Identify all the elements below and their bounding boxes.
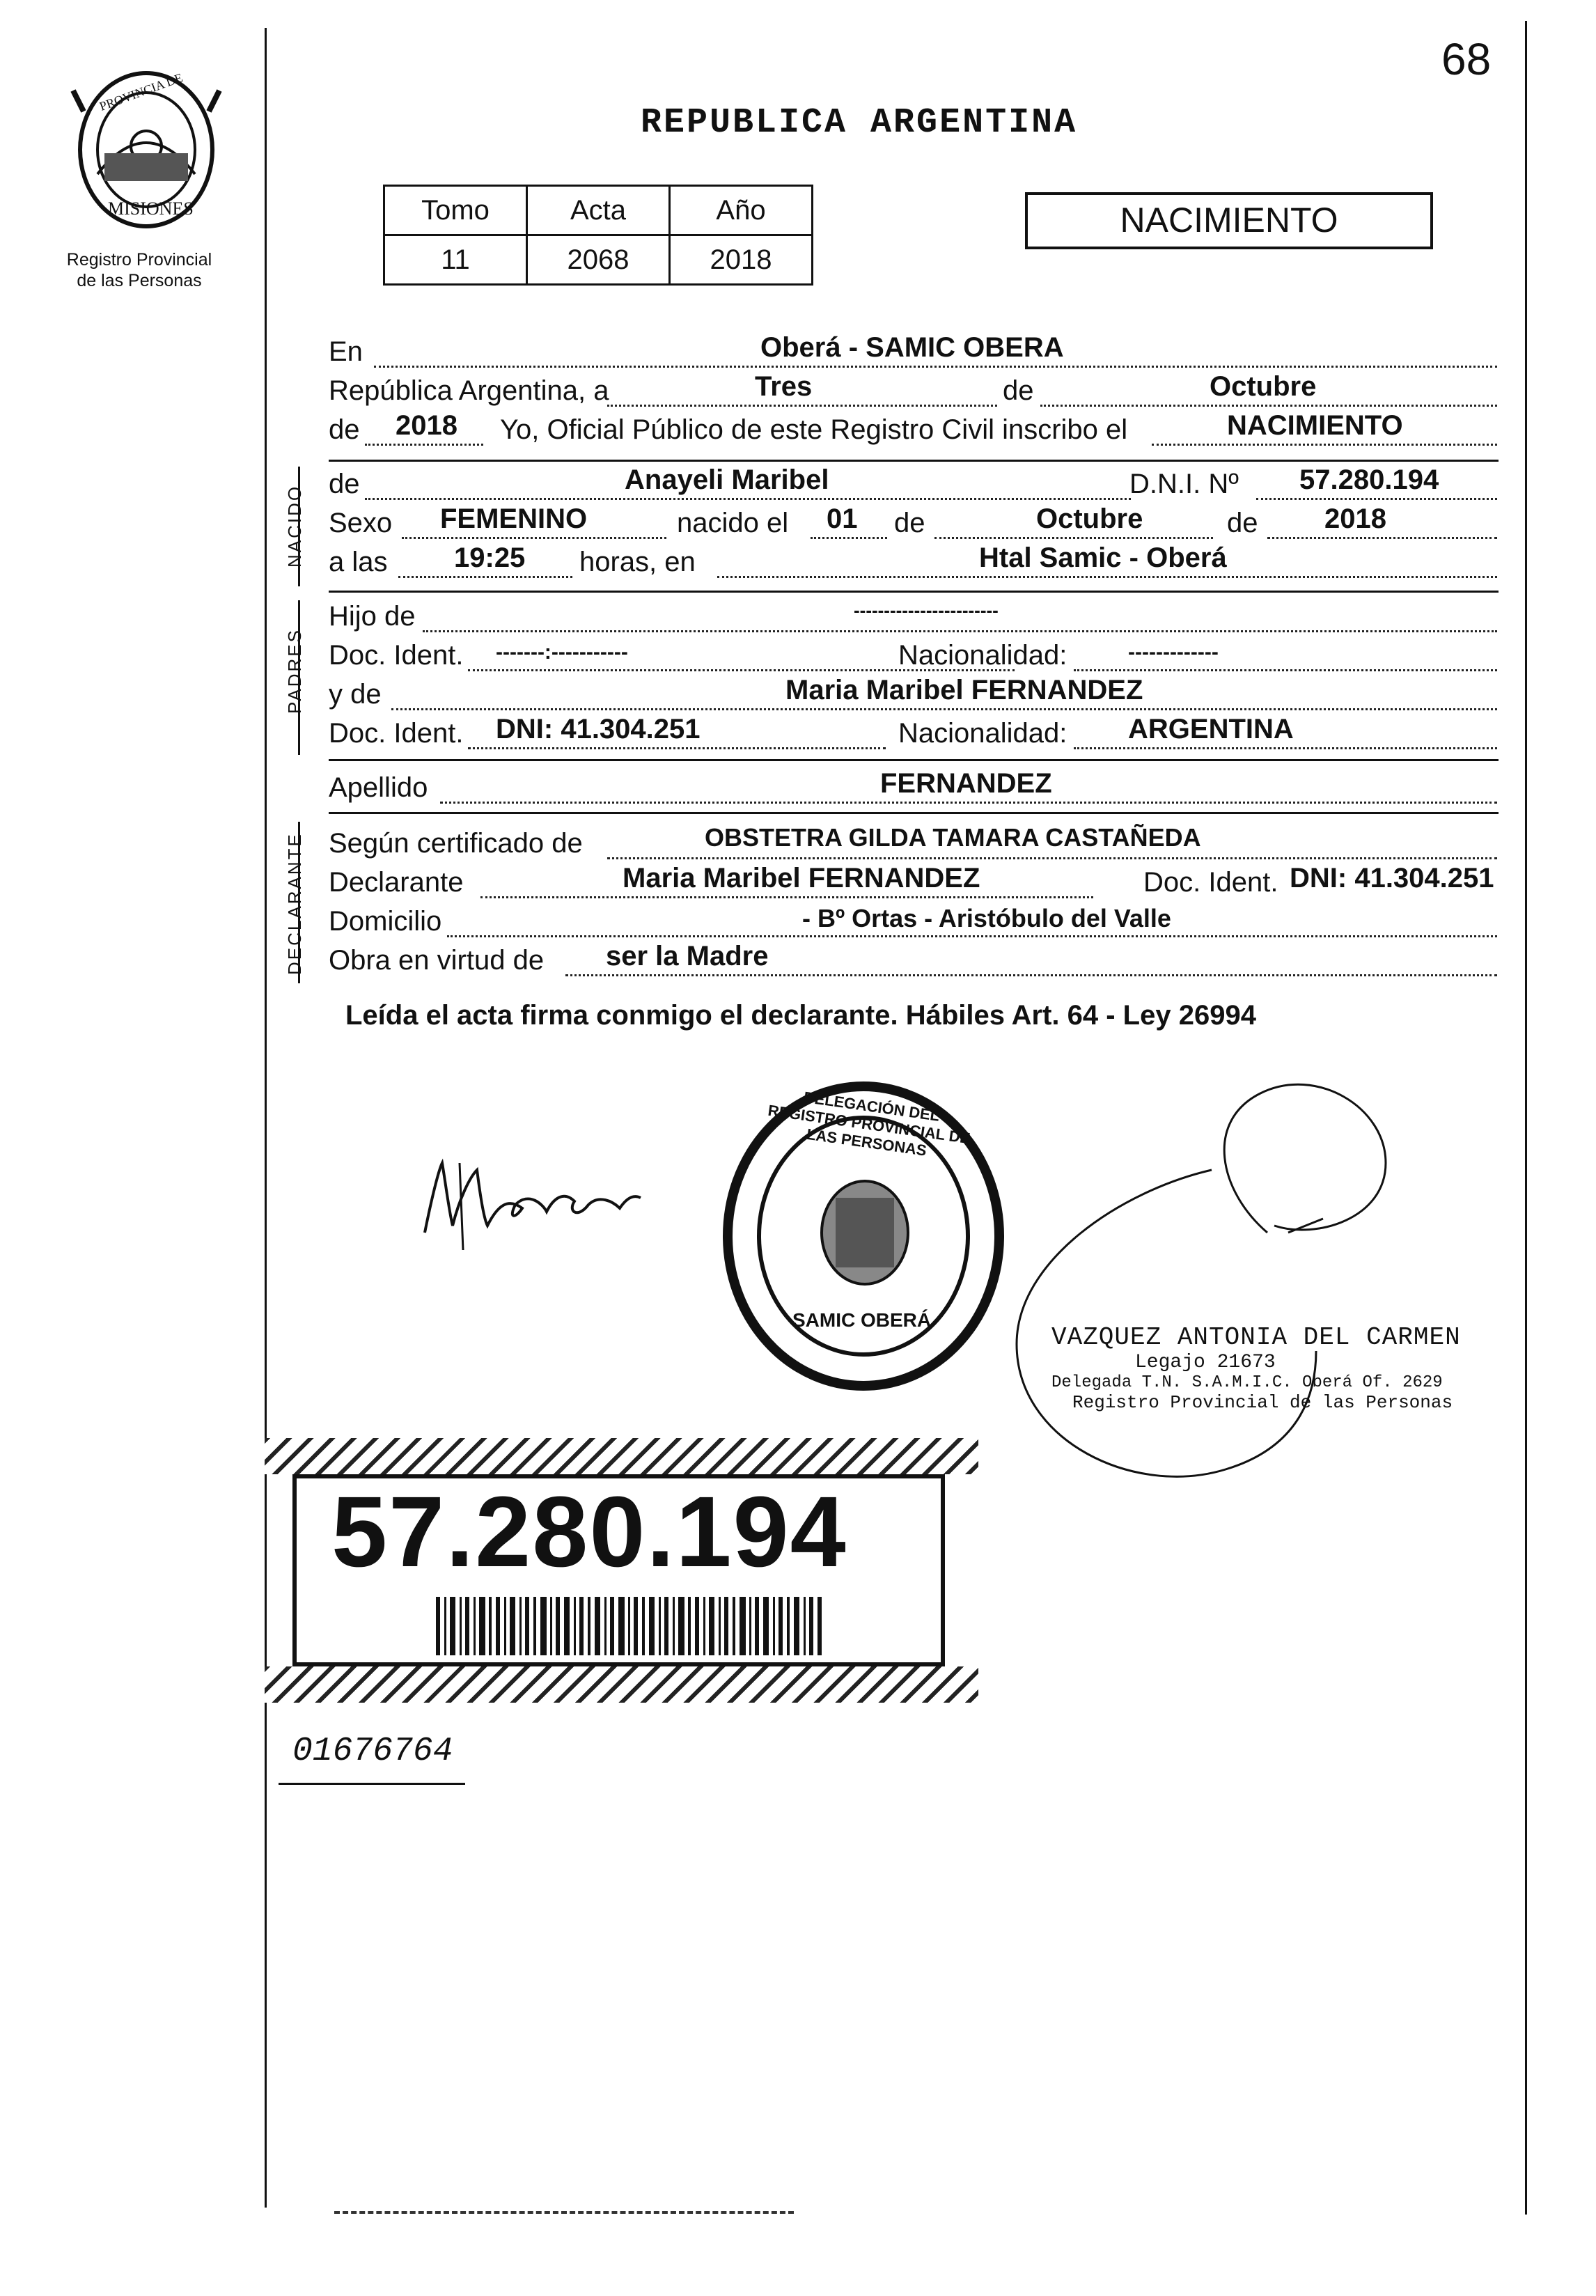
value-lugar: Oberá - SAMIC OBERA — [760, 332, 1064, 363]
ref-value-anio: 2018 — [670, 235, 813, 285]
label-a-las: a las — [329, 547, 388, 577]
barcode-icon — [436, 1597, 826, 1655]
separator-2 — [329, 591, 1499, 593]
value-domicilio: - Bº Ortas - Aristóbulo del Valle — [802, 904, 1171, 932]
round-official-stamp — [710, 1072, 1017, 1400]
header-title: REPUBLICA ARGENTINA — [641, 103, 1078, 143]
seal-text-bottom: MISIONES — [108, 198, 194, 219]
row-obra — [329, 941, 1497, 979]
label-y-de: y de — [329, 679, 382, 710]
separator-4 — [329, 812, 1499, 814]
row-nacido-sexo — [329, 503, 1497, 542]
officer-registro: Registro Provincial de las Personas — [1072, 1392, 1453, 1413]
closing-text: Leída el acta firma conmigo el declarante. Hábiles Art. 64 - Ley 26994 — [345, 1000, 1256, 1031]
value-mes: Octubre — [1210, 371, 1317, 402]
officer-name: VAZQUEZ ANTONIA DEL CARMEN — [1051, 1323, 1461, 1352]
value-anio-nac: 2018 — [1324, 503, 1386, 534]
row-nacido-nombre — [329, 464, 1497, 503]
label-obra: Obra en virtud de — [329, 945, 545, 976]
separator-1 — [329, 460, 1499, 462]
label-de-anio: de — [1227, 508, 1258, 538]
row-padre-doc — [329, 639, 1497, 674]
section-label-declarante: DECLARANTE — [284, 832, 305, 975]
value-dia-nac: 01 — [827, 503, 858, 534]
value-padre-nac: ------------- — [1128, 641, 1219, 664]
label-de: de — [329, 469, 360, 499]
label-sexo: Sexo — [329, 508, 393, 538]
ref-value-acta: 2068 — [527, 235, 670, 285]
label-domicilio: Domicilio — [329, 906, 442, 937]
value-obra: ser la Madre — [606, 941, 769, 971]
row-certificado — [329, 823, 1497, 862]
right-margin-line — [1525, 21, 1527, 2215]
page-number: 68 — [1441, 34, 1492, 84]
logo-caption — [49, 249, 230, 291]
officer-legajo: Legajo 21673 — [1135, 1352, 1276, 1373]
value-nombre: Anayeli Maribel — [625, 464, 829, 495]
label-doc-ident-madre: Doc. Ident. — [329, 718, 464, 749]
row-y-de — [329, 675, 1497, 713]
row-domicilio — [329, 905, 1497, 940]
ref-header-acta: Acta — [527, 186, 670, 235]
row-oficial — [329, 410, 1497, 448]
left-margin-line — [265, 28, 267, 2208]
value-madre-doc: DNI: 41.304.251 — [496, 714, 701, 744]
value-hora: 19:25 — [454, 542, 526, 573]
logo-caption-line1: Registro Provincial — [66, 250, 212, 270]
label-de-mes: de — [894, 508, 925, 538]
value-mes-nac: Octubre — [1036, 503, 1143, 534]
label-en: En — [329, 336, 363, 367]
label-de2: de — [329, 414, 360, 445]
value-dni: 57.280.194 — [1299, 464, 1439, 495]
row-apellido — [329, 768, 1497, 806]
label-oficial: Yo, Oficial Público de este Registro Civil inscribo el — [500, 414, 1128, 445]
serial-number: 01676764 — [292, 1733, 453, 1770]
row-hijo-de — [329, 600, 1497, 635]
officer-signature-loop — [996, 1052, 1497, 1504]
seal-text-top: PROVINCIA DE — [97, 70, 185, 114]
row-en — [329, 332, 1497, 370]
officer-stamp — [1051, 1323, 1483, 1413]
declarant-signature — [411, 1142, 648, 1254]
value-padre: ------------------------ — [854, 600, 999, 620]
label-dni: D.N.I. Nº — [1129, 469, 1239, 499]
value-tipo: NACIMIENTO — [1227, 410, 1403, 441]
ref-value-tomo: 11 — [384, 235, 527, 285]
row-declarante — [329, 863, 1497, 901]
label-horas-en: horas, en — [579, 547, 696, 577]
barcode-number: 57.280.194 — [331, 1476, 847, 1588]
row-nacido-hora — [329, 542, 1497, 581]
value-apellido: FERNANDEZ — [880, 768, 1052, 799]
value-lugar-nac: Htal Samic - Oberá — [979, 542, 1227, 573]
logo-caption-line2: de las Personas — [77, 271, 202, 290]
footer-dashes — [334, 2209, 794, 2214]
label-declarante: Declarante — [329, 867, 464, 898]
section-label-nacido: NACIDO — [284, 484, 305, 568]
value-certificado: OBSTETRA GILDA TAMARA CASTAÑEDA — [705, 823, 1201, 852]
label-nacionalidad-padre: Nacionalidad: — [898, 640, 1067, 671]
stamp-outer-text: DELEGACIÓN DEL REGISTRO PROVINCIAL DE LAS PERSONAS — [767, 1088, 971, 1159]
row-madre-doc — [329, 714, 1497, 752]
ref-header-anio: Año — [670, 186, 813, 235]
label-apellido: Apellido — [329, 772, 428, 803]
section-label-padres: PADRES — [284, 628, 305, 714]
value-padre-doc: -------:----------- — [496, 641, 628, 664]
value-anio: 2018 — [396, 410, 457, 441]
row-republica — [329, 371, 1497, 409]
ref-header-tomo: Tomo — [384, 186, 527, 235]
record-type-box: NACIMIENTO — [1025, 192, 1433, 249]
value-doc-declarante: DNI: 41.304.251 — [1290, 863, 1494, 893]
label-de: de — [1003, 375, 1034, 406]
label-republica: República Argentina, a — [329, 375, 609, 406]
officer-delegada: Delegada T.N. S.A.M.I.C. Oberá Of. 2629 — [1051, 1373, 1443, 1392]
value-madre-nac: ARGENTINA — [1128, 714, 1294, 744]
label-nacionalidad-madre: Nacionalidad: — [898, 718, 1067, 749]
value-madre: Maria Maribel FERNANDEZ — [785, 675, 1143, 705]
separator-3 — [329, 759, 1499, 761]
label-doc-ident-padre: Doc. Ident. — [329, 640, 464, 671]
value-declarante: Maria Maribel FERNANDEZ — [623, 863, 980, 893]
reference-table — [383, 185, 813, 286]
label-hijo-de: Hijo de — [329, 601, 416, 632]
province-seal-logo — [70, 70, 223, 244]
value-dia: Tres — [755, 371, 813, 402]
barcode-label — [265, 1438, 978, 1703]
label-nacido-el: nacido el — [677, 508, 789, 538]
value-sexo: FEMENINO — [440, 503, 588, 534]
stamp-inner-text: SAMIC OBERÁ — [792, 1309, 932, 1331]
label-certificado: Según certificado de — [329, 828, 583, 859]
label-doc-ident-declarante: Doc. Ident. — [1143, 867, 1278, 898]
